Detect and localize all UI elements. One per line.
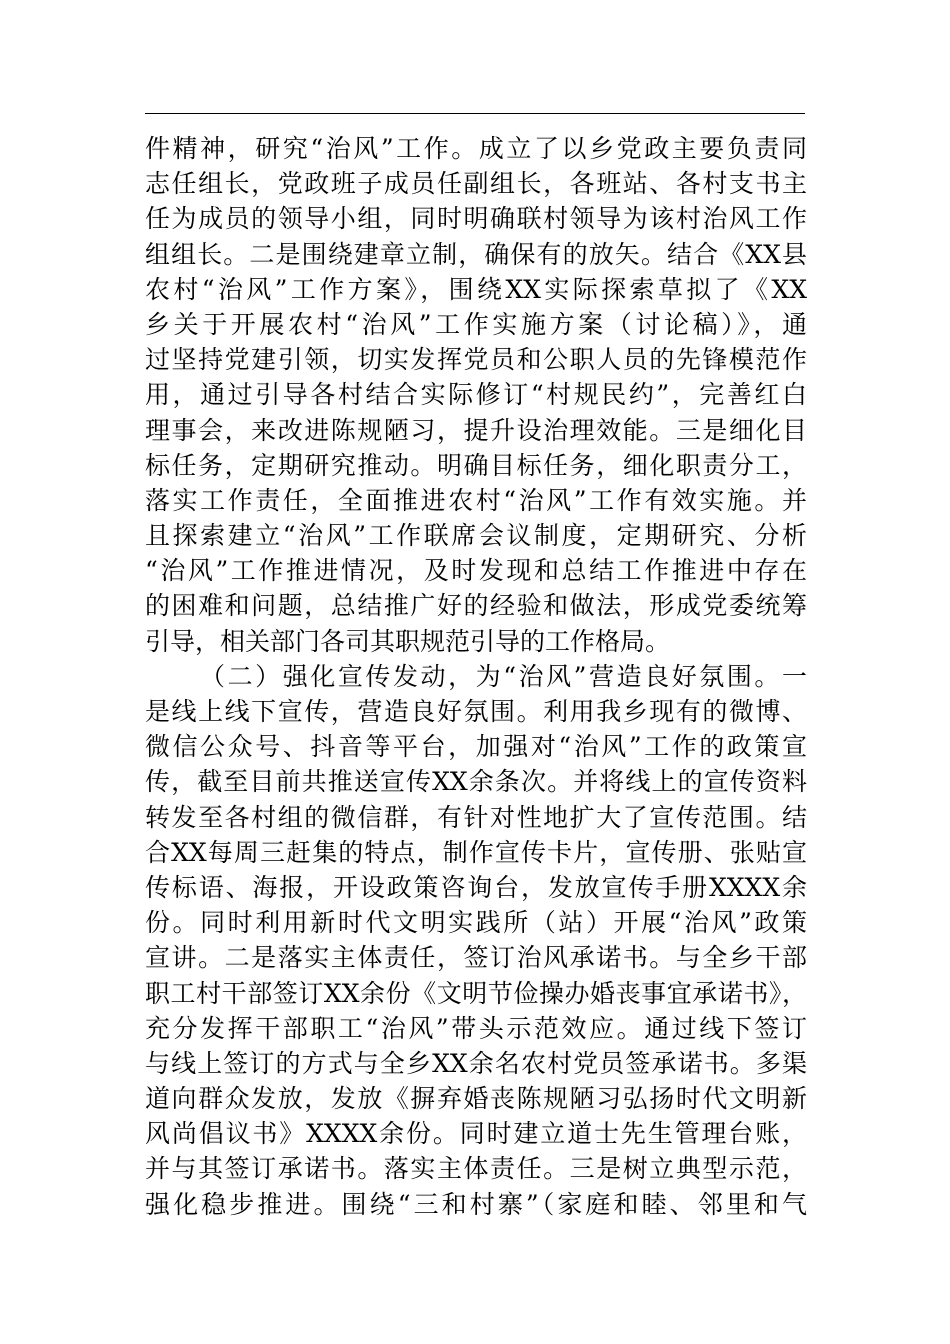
text-line: 组组长。二是围绕建章立制，确保有的放矢。结合《XX县	[145, 239, 807, 269]
text-line: 与线上签订的方式与全乡XX余名农村党员签承诺书。多渠	[145, 1048, 807, 1078]
text-line: 强化稳步推进。围绕“三和村寨”（家庭和睦、邻里和气	[145, 1189, 807, 1219]
header-rule	[145, 113, 805, 114]
text-line: 职工村干部签订XX余份《文明节俭操办婚丧事宜承诺书》，	[145, 978, 807, 1008]
text-line: 风尚倡议书》XXXX余份。同时建立道士先生管理台账，	[145, 1119, 807, 1149]
paragraph-2	[145, 659, 807, 1222]
text-line: 志任组长，党政班子成员任副组长，各班站、各村支书主	[145, 169, 807, 199]
text-line: 引导，相关部门各司其职规范引导的工作格局。	[145, 626, 671, 656]
text-line: 件精神，研究“治风”工作。成立了以乡党政主要负责同	[145, 134, 807, 163]
text-line: 道向群众发放，发放《摒弃婚丧陈规陋习弘扬时代文明新	[145, 1084, 807, 1114]
text-line: 是线上线下宣传，营造良好氛围。利用我乡现有的微博、	[145, 697, 807, 726]
text-line: 过坚持党建引领，切实发挥党员和公职人员的先锋模范作	[145, 345, 807, 375]
text-line: 标任务，定期研究推动。明确目标任务，细化职责分工，	[145, 450, 807, 480]
text-line: 传，截至目前共推送宣传XX余条次。并将线上的宣传资料	[145, 767, 807, 797]
document-body	[145, 131, 807, 1222]
text-line: 任为成员的领导小组，同时明确联村领导为该村治风工作	[145, 204, 807, 234]
text-line: 合XX每周三赶集的特点，制作宣传卡片，宣传册、张贴宣	[145, 837, 807, 867]
text-line: （二）强化宣传发动，为“治风”营造良好氛围。一	[200, 661, 807, 691]
text-line: 并与其签订承诺书。落实主体责任。三是树立典型示范，	[145, 1154, 807, 1184]
text-line: 宣讲。二是落实主体责任，签订治风承诺书。与全乡干部	[145, 943, 807, 973]
text-line: 份。同时利用新时代文明实践所（站）开展“治风”政策	[145, 908, 807, 938]
text-line: 的困难和问题，总结推广好的经验和做法，形成党委统筹	[145, 591, 807, 621]
text-line: 用，通过引导各村结合实际修订“村规民约”，完善红白	[145, 380, 807, 410]
text-line: 传标语、海报，开设政策咨询台，发放宣传手册XXXX余	[145, 872, 807, 902]
text-line: 理事会，来改进陈规陋习，提升设治理效能。三是细化目	[145, 415, 807, 445]
text-line: 充分发挥干部职工“治风”带头示范效应。通过线下签订	[145, 1013, 807, 1043]
text-line: 微信公众号、抖音等平台，加强对“治风”工作的政策宣	[145, 732, 807, 762]
text-line: “治风”工作推进情况，及时发现和总结工作推进中存在	[145, 556, 807, 586]
paragraph-1	[145, 131, 807, 659]
text-line: 且探索建立“治风”工作联席会议制度，定期研究、分析	[145, 521, 807, 551]
text-line: 落实工作责任，全面推进农村“治风”工作有效实施。并	[145, 485, 807, 515]
text-line: 乡关于开展农村“治风”工作实施方案（讨论稿）》，通	[145, 309, 807, 339]
text-line: 转发至各村组的微信群，有针对性地扩大了宣传范围。结	[145, 802, 807, 832]
text-line: 农村“治风”工作方案》，围绕XX实际探索草拟了《XX	[145, 274, 807, 304]
